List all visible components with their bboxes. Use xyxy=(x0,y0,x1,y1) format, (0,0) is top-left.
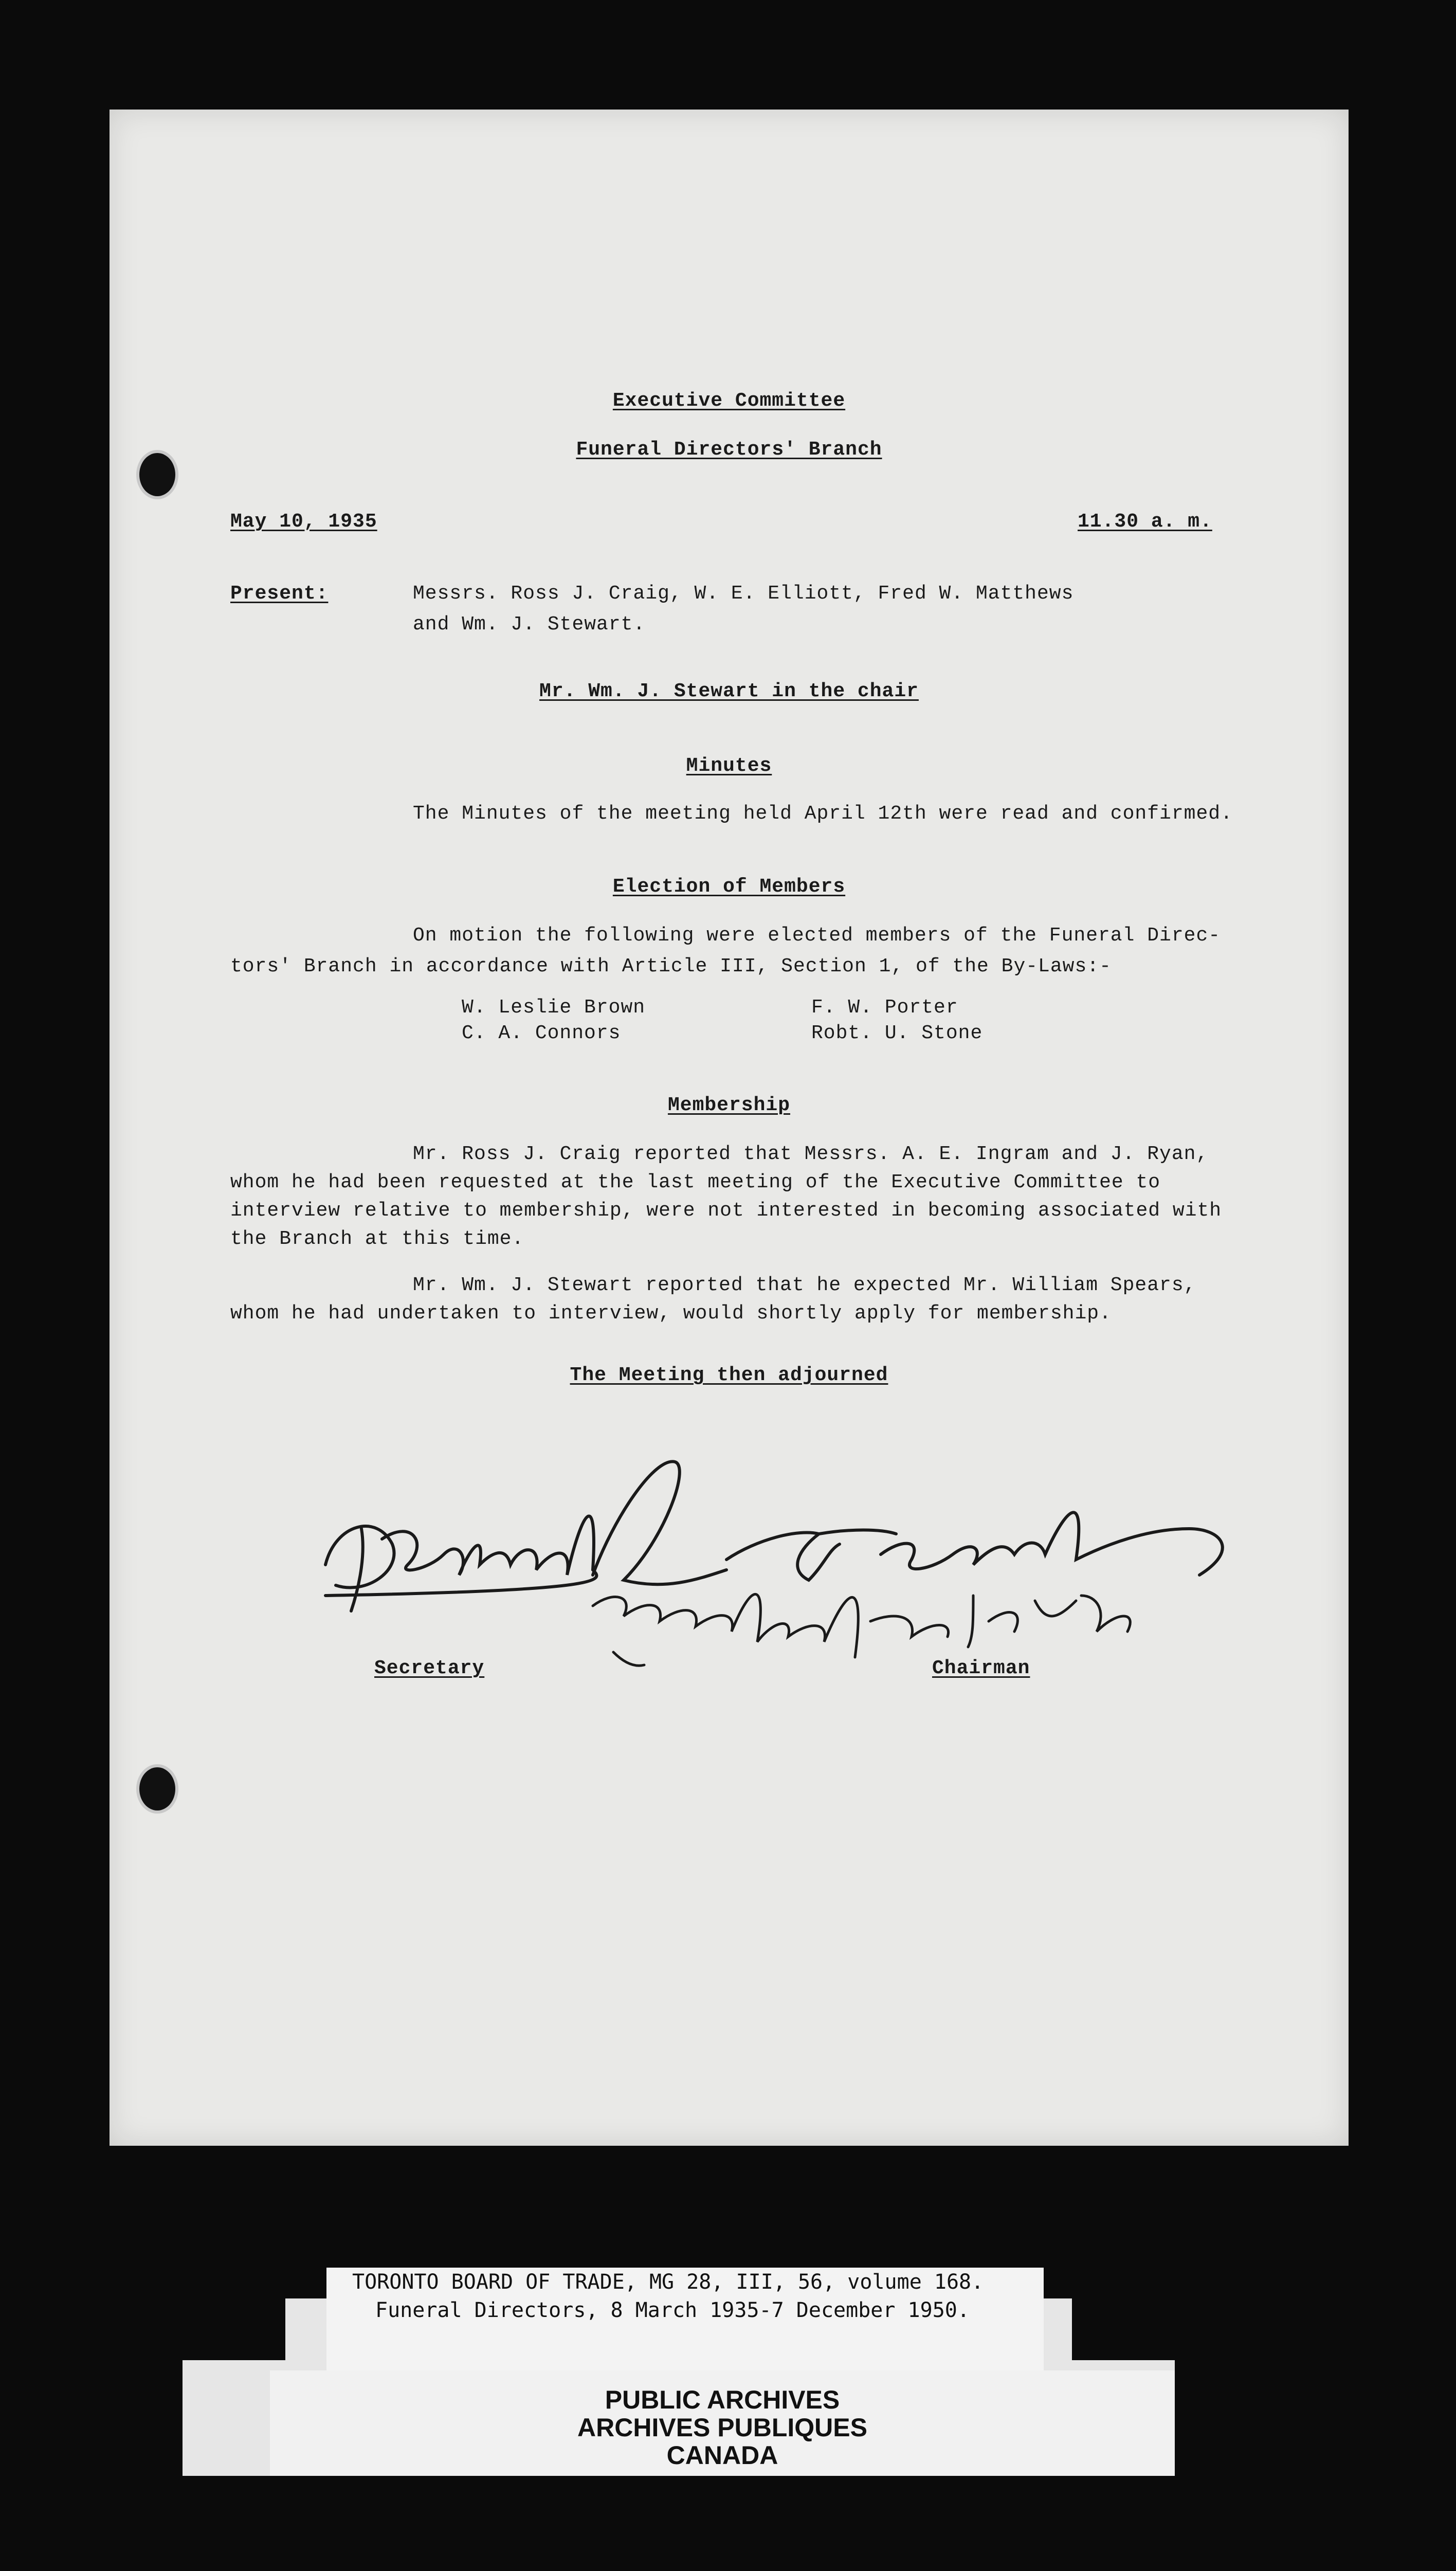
stamp-line-2: ARCHIVES PUBLIQUES xyxy=(577,2413,867,2442)
chairman-label: Chairman xyxy=(932,1657,1030,1679)
membership-heading: Membership xyxy=(667,1094,791,1116)
minutes-document xyxy=(110,110,1349,2146)
minutes-heading: Minutes xyxy=(686,755,772,777)
elected-member: W. Leslie Brown xyxy=(462,997,646,1019)
document-subtitle: Funeral Directors' Branch xyxy=(576,439,882,461)
elected-member: Robt. U. Stone xyxy=(811,1022,983,1044)
minutes-text: The Minutes of the meeting held April 12th were read and confirmed. xyxy=(413,803,1233,825)
archive-ref-line-2: Funeral Directors, 8 March 1935-7 December 1950. xyxy=(375,2298,970,2322)
meeting-date: May 10, 1935 xyxy=(230,511,377,533)
membership-para2-line: Mr. Wm. J. Stewart reported that he expected Mr. William Spears, xyxy=(413,1274,1196,1296)
present-label: Present: xyxy=(230,583,329,605)
election-line-1: On motion the following were elected members of the Funeral Direc- xyxy=(413,925,1221,947)
label-notch xyxy=(1072,2298,1175,2360)
document-title: Executive Committee xyxy=(612,390,846,412)
meeting-time: 11.30 a. m. xyxy=(1078,511,1212,533)
stamp-line-1: PUBLIC ARCHIVES xyxy=(605,2385,840,2414)
handwritten-signatures xyxy=(305,1426,1323,1673)
membership-para1-line: the Branch at this time. xyxy=(230,1228,524,1250)
membership-para1-line: interview relative to membership, were not interested in becoming associated with xyxy=(230,1200,1222,1222)
present-line-1: Messrs. Ross J. Craig, W. E. Elliott, Fred W. Matthews xyxy=(413,583,1074,605)
label-notch xyxy=(183,2298,285,2360)
election-line-2: tors' Branch in accordance with Article III, Section 1, of the By-Laws:- xyxy=(230,955,1112,977)
election-heading: Election of Members xyxy=(612,876,846,898)
membership-para1-line: whom he had been requested at the last meeting of the Executive Committee to xyxy=(230,1171,1161,1193)
present-line-2: and Wm. J. Stewart. xyxy=(413,613,646,636)
elected-member: C. A. Connors xyxy=(462,1022,621,1044)
secretary-label: Secretary xyxy=(374,1657,485,1679)
membership-para1-line: Mr. Ross J. Craig reported that Messrs. A. E. Ingram and J. Ryan, xyxy=(413,1143,1209,1165)
archive-ref-line-1: TORONTO BOARD OF TRADE, MG 28, III, 56, volume 168. xyxy=(352,2270,984,2294)
chair-heading: Mr. Wm. J. Stewart in the chair xyxy=(539,680,919,702)
document-page xyxy=(110,110,1349,2146)
membership-para2-line: whom he had undertaken to interview, would shortly apply for membership. xyxy=(230,1302,1112,1325)
stamp-line-3: CANADA xyxy=(666,2441,778,2470)
adjourned-heading: The Meeting then adjourned xyxy=(570,1364,888,1386)
elected-member: F. W. Porter xyxy=(811,997,958,1019)
